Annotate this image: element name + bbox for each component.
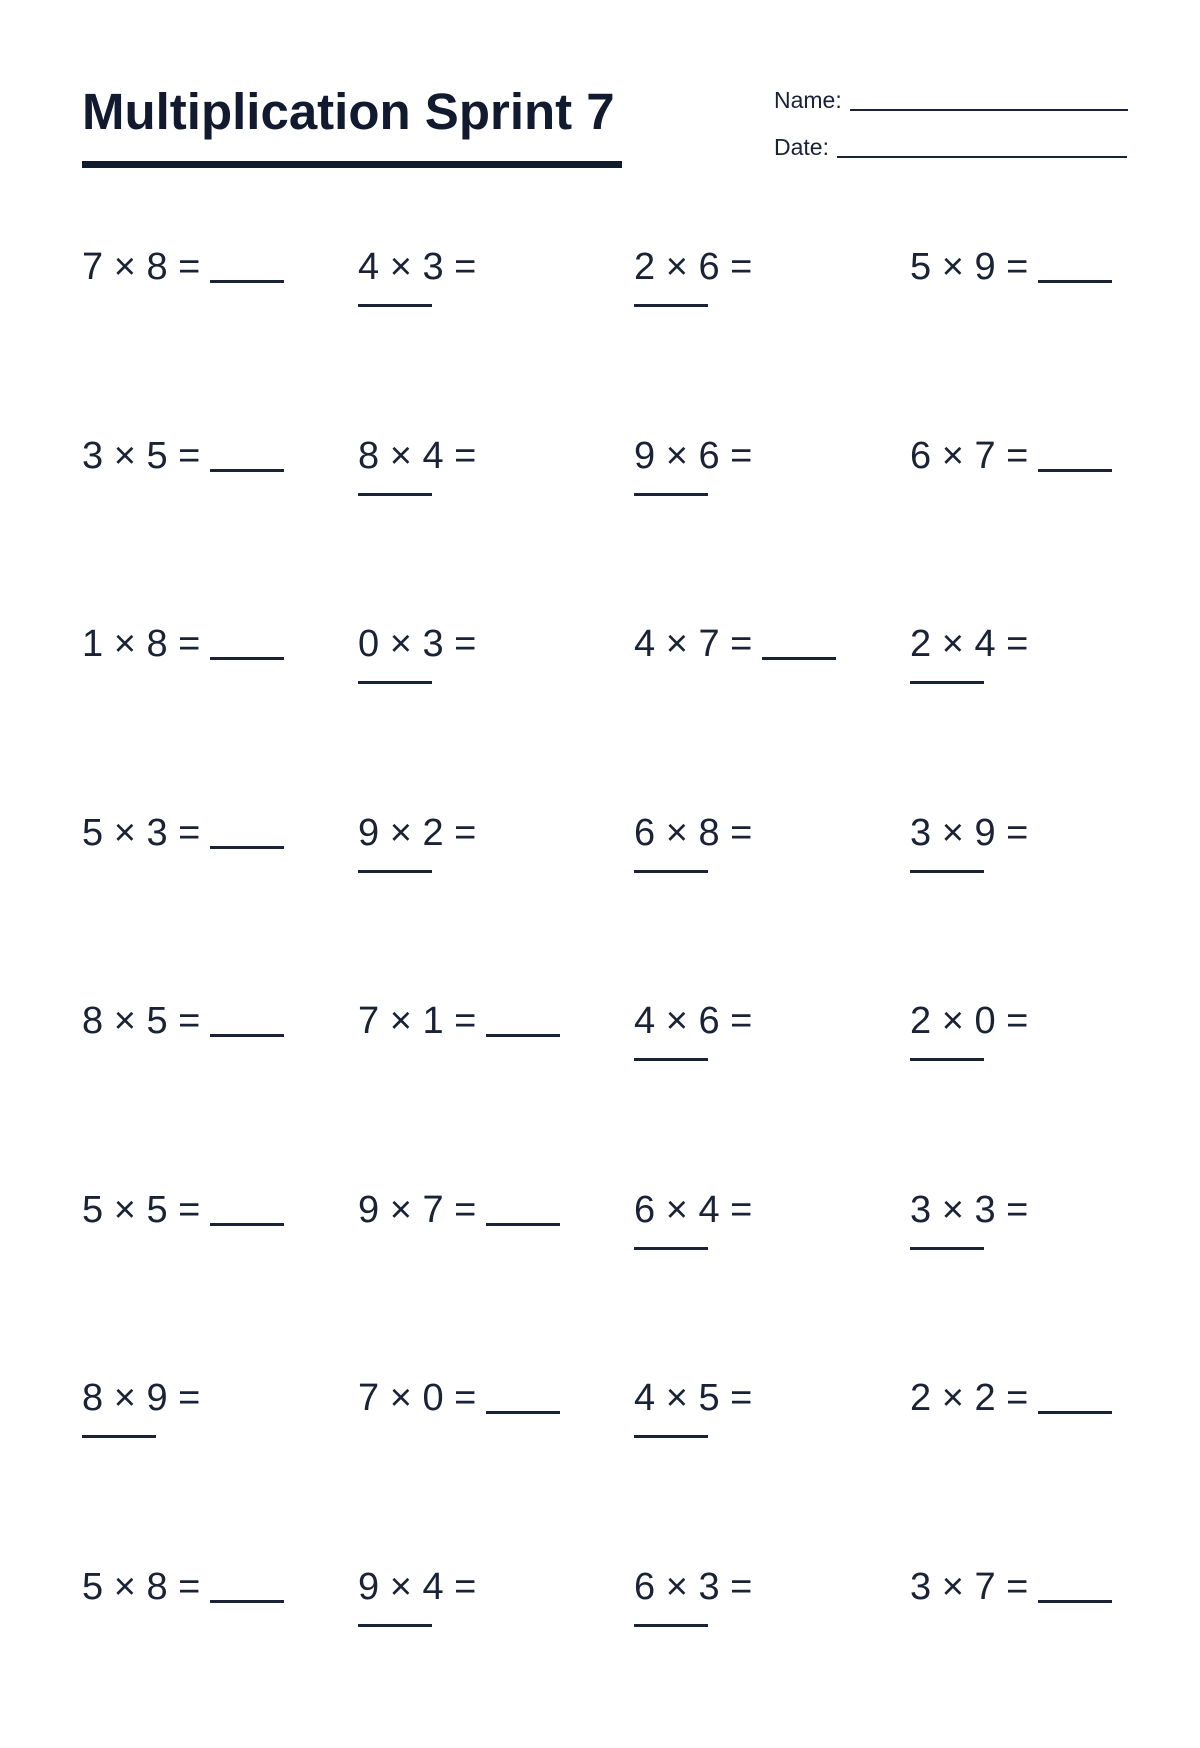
- problem-item: [82, 1183, 358, 1372]
- problem-expression: 5 × 3 =: [82, 812, 200, 854]
- problem-item: [82, 617, 358, 806]
- answer-blank[interactable]: [1038, 1411, 1112, 1414]
- problem-item: [634, 617, 910, 806]
- problem-item: [910, 1371, 1142, 1560]
- answer-blank[interactable]: [486, 1223, 560, 1226]
- answer-blank[interactable]: [210, 469, 284, 472]
- answer-blank[interactable]: [210, 1034, 284, 1037]
- problem-grid: [82, 240, 1142, 1748]
- problem-expression: 8 × 9 =: [82, 1377, 200, 1419]
- problem-expression: 3 × 5 =: [82, 435, 200, 477]
- problem-item: [634, 806, 910, 995]
- answer-blank[interactable]: [358, 493, 432, 496]
- problem-item: [82, 1371, 358, 1560]
- problem-expression: 8 × 5 =: [82, 1000, 200, 1042]
- problem-item: [358, 429, 634, 618]
- problem-expression: 3 × 7 =: [910, 1566, 1028, 1608]
- problem-item: [910, 994, 1142, 1183]
- problem-expression: 2 × 6 =: [634, 246, 752, 288]
- answer-blank[interactable]: [634, 1058, 708, 1061]
- date-label: Date:: [774, 134, 829, 161]
- answer-blank[interactable]: [210, 280, 284, 283]
- problem-expression: 2 × 2 =: [910, 1377, 1028, 1419]
- problem-expression: 2 × 0 =: [910, 1000, 1028, 1042]
- problem-expression: 7 × 0 =: [358, 1377, 476, 1419]
- problem-expression: 7 × 8 =: [82, 246, 200, 288]
- name-field[interactable]: [850, 109, 1128, 111]
- answer-blank[interactable]: [1038, 280, 1112, 283]
- problem-item: [910, 1560, 1142, 1748]
- problem-expression: 4 × 3 =: [358, 246, 476, 288]
- answer-blank[interactable]: [910, 681, 984, 684]
- problem-expression: 4 × 7 =: [634, 623, 752, 665]
- problem-expression: 5 × 8 =: [82, 1566, 200, 1608]
- problem-item: [910, 240, 1142, 429]
- problem-expression: 4 × 6 =: [634, 1000, 752, 1042]
- problem-expression: 9 × 6 =: [634, 435, 752, 477]
- problem-expression: 5 × 5 =: [82, 1189, 200, 1231]
- problem-expression: 8 × 4 =: [358, 435, 476, 477]
- answer-blank[interactable]: [762, 657, 836, 660]
- problem-item: [358, 1371, 634, 1560]
- problem-expression: 0 × 3 =: [358, 623, 476, 665]
- problem-expression: 4 × 5 =: [634, 1377, 752, 1419]
- answer-blank[interactable]: [634, 1247, 708, 1250]
- title-block: [82, 80, 622, 168]
- problem-expression: 3 × 9 =: [910, 812, 1028, 854]
- problem-expression: 6 × 8 =: [634, 812, 752, 854]
- problem-item: [358, 1183, 634, 1372]
- problem-expression: 6 × 3 =: [634, 1566, 752, 1608]
- problem-item: [910, 1183, 1142, 1372]
- problem-expression: 5 × 9 =: [910, 246, 1028, 288]
- student-info: [774, 84, 1134, 161]
- answer-blank[interactable]: [358, 681, 432, 684]
- answer-blank[interactable]: [634, 493, 708, 496]
- problem-expression: 7 × 1 =: [358, 1000, 476, 1042]
- answer-blank[interactable]: [634, 1624, 708, 1627]
- answer-blank[interactable]: [358, 870, 432, 873]
- answer-blank[interactable]: [634, 304, 708, 307]
- answer-blank[interactable]: [82, 1435, 156, 1438]
- problem-expression: 9 × 2 =: [358, 812, 476, 854]
- problem-expression: 9 × 4 =: [358, 1566, 476, 1608]
- answer-blank[interactable]: [486, 1034, 560, 1037]
- answer-blank[interactable]: [910, 1058, 984, 1061]
- problem-item: [634, 1183, 910, 1372]
- problem-expression: 2 × 4 =: [910, 623, 1028, 665]
- problem-item: [82, 429, 358, 618]
- answer-blank[interactable]: [1038, 469, 1112, 472]
- name-row: [774, 84, 1134, 114]
- answer-blank[interactable]: [210, 1223, 284, 1226]
- problem-item: [634, 994, 910, 1183]
- date-field[interactable]: [837, 156, 1127, 158]
- title-underline: [82, 161, 622, 168]
- problem-item: [910, 429, 1142, 618]
- problem-item: [82, 1560, 358, 1748]
- page-title: Multiplication Sprint 7: [82, 80, 622, 144]
- problem-item: [634, 1560, 910, 1748]
- problem-item: [358, 994, 634, 1183]
- answer-blank[interactable]: [486, 1411, 560, 1414]
- answer-blank[interactable]: [210, 846, 284, 849]
- problem-item: [358, 1560, 634, 1748]
- answer-blank[interactable]: [634, 870, 708, 873]
- problem-item: [358, 806, 634, 995]
- answer-blank[interactable]: [358, 304, 432, 307]
- problem-item: [634, 429, 910, 618]
- answer-blank[interactable]: [910, 870, 984, 873]
- problem-item: [82, 806, 358, 995]
- problem-expression: 6 × 7 =: [910, 435, 1028, 477]
- problem-expression: 9 × 7 =: [358, 1189, 476, 1231]
- problem-item: [910, 806, 1142, 995]
- problem-item: [82, 994, 358, 1183]
- answer-blank[interactable]: [634, 1435, 708, 1438]
- problem-expression: 1 × 8 =: [82, 623, 200, 665]
- problem-item: [358, 617, 634, 806]
- answer-blank[interactable]: [910, 1247, 984, 1250]
- problem-item: [634, 240, 910, 429]
- date-row: [774, 131, 1134, 161]
- answer-blank[interactable]: [210, 657, 284, 660]
- problem-item: [634, 1371, 910, 1560]
- problem-item: [82, 240, 358, 429]
- problem-item: [358, 240, 634, 429]
- problem-item: [910, 617, 1142, 806]
- answer-blank[interactable]: [358, 1624, 432, 1627]
- name-label: Name:: [774, 87, 842, 114]
- problem-expression: 3 × 3 =: [910, 1189, 1028, 1231]
- problem-expression: 6 × 4 =: [634, 1189, 752, 1231]
